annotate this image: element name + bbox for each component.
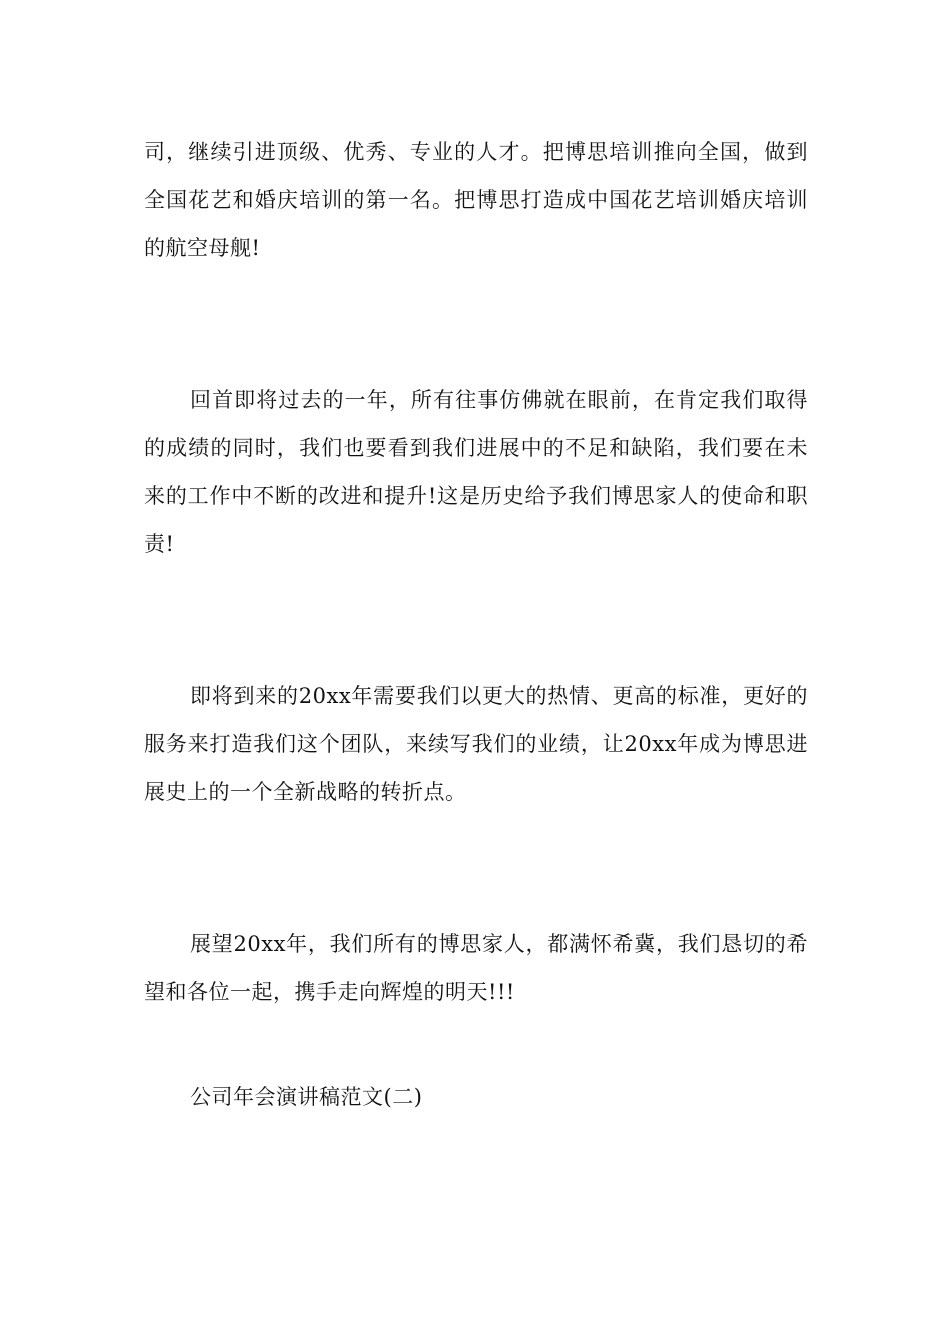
paragraph-outlook: 展望20xx年，我们所有的博思家人，都满怀希冀，我们恳切的希望和各位一起，携手走向辉煌的明天!!! [144,932,808,1004]
paragraph-continuation: 司，继续引进顶级、优秀、专业的人才。把博思培训推向全国，做到全国花艺和婚庆培训的第一名。把博思打造成中国花艺培训婚庆培训的航空母舰! [144,140,808,260]
section-heading: 公司年会演讲稿范文(二) [190,1085,423,1109]
paragraph-review: 回首即将过去的一年，所有往事仿佛就在眼前，在肯定我们取得的成绩的同时，我们也要看到我们进展中的不足和缺陷，我们要在未来的工作中不断的改进和提升!这是历史给予我们博思家人的使命和职责! [144,388,808,556]
paragraph-upcoming-year: 即将到来的20xx年需要我们以更大的热情、更高的标准，更好的服务来打造我们这个团队，来续写我们的业绩，让20xx年成为博思进展史上的一个全新战略的转折点。 [144,684,808,804]
